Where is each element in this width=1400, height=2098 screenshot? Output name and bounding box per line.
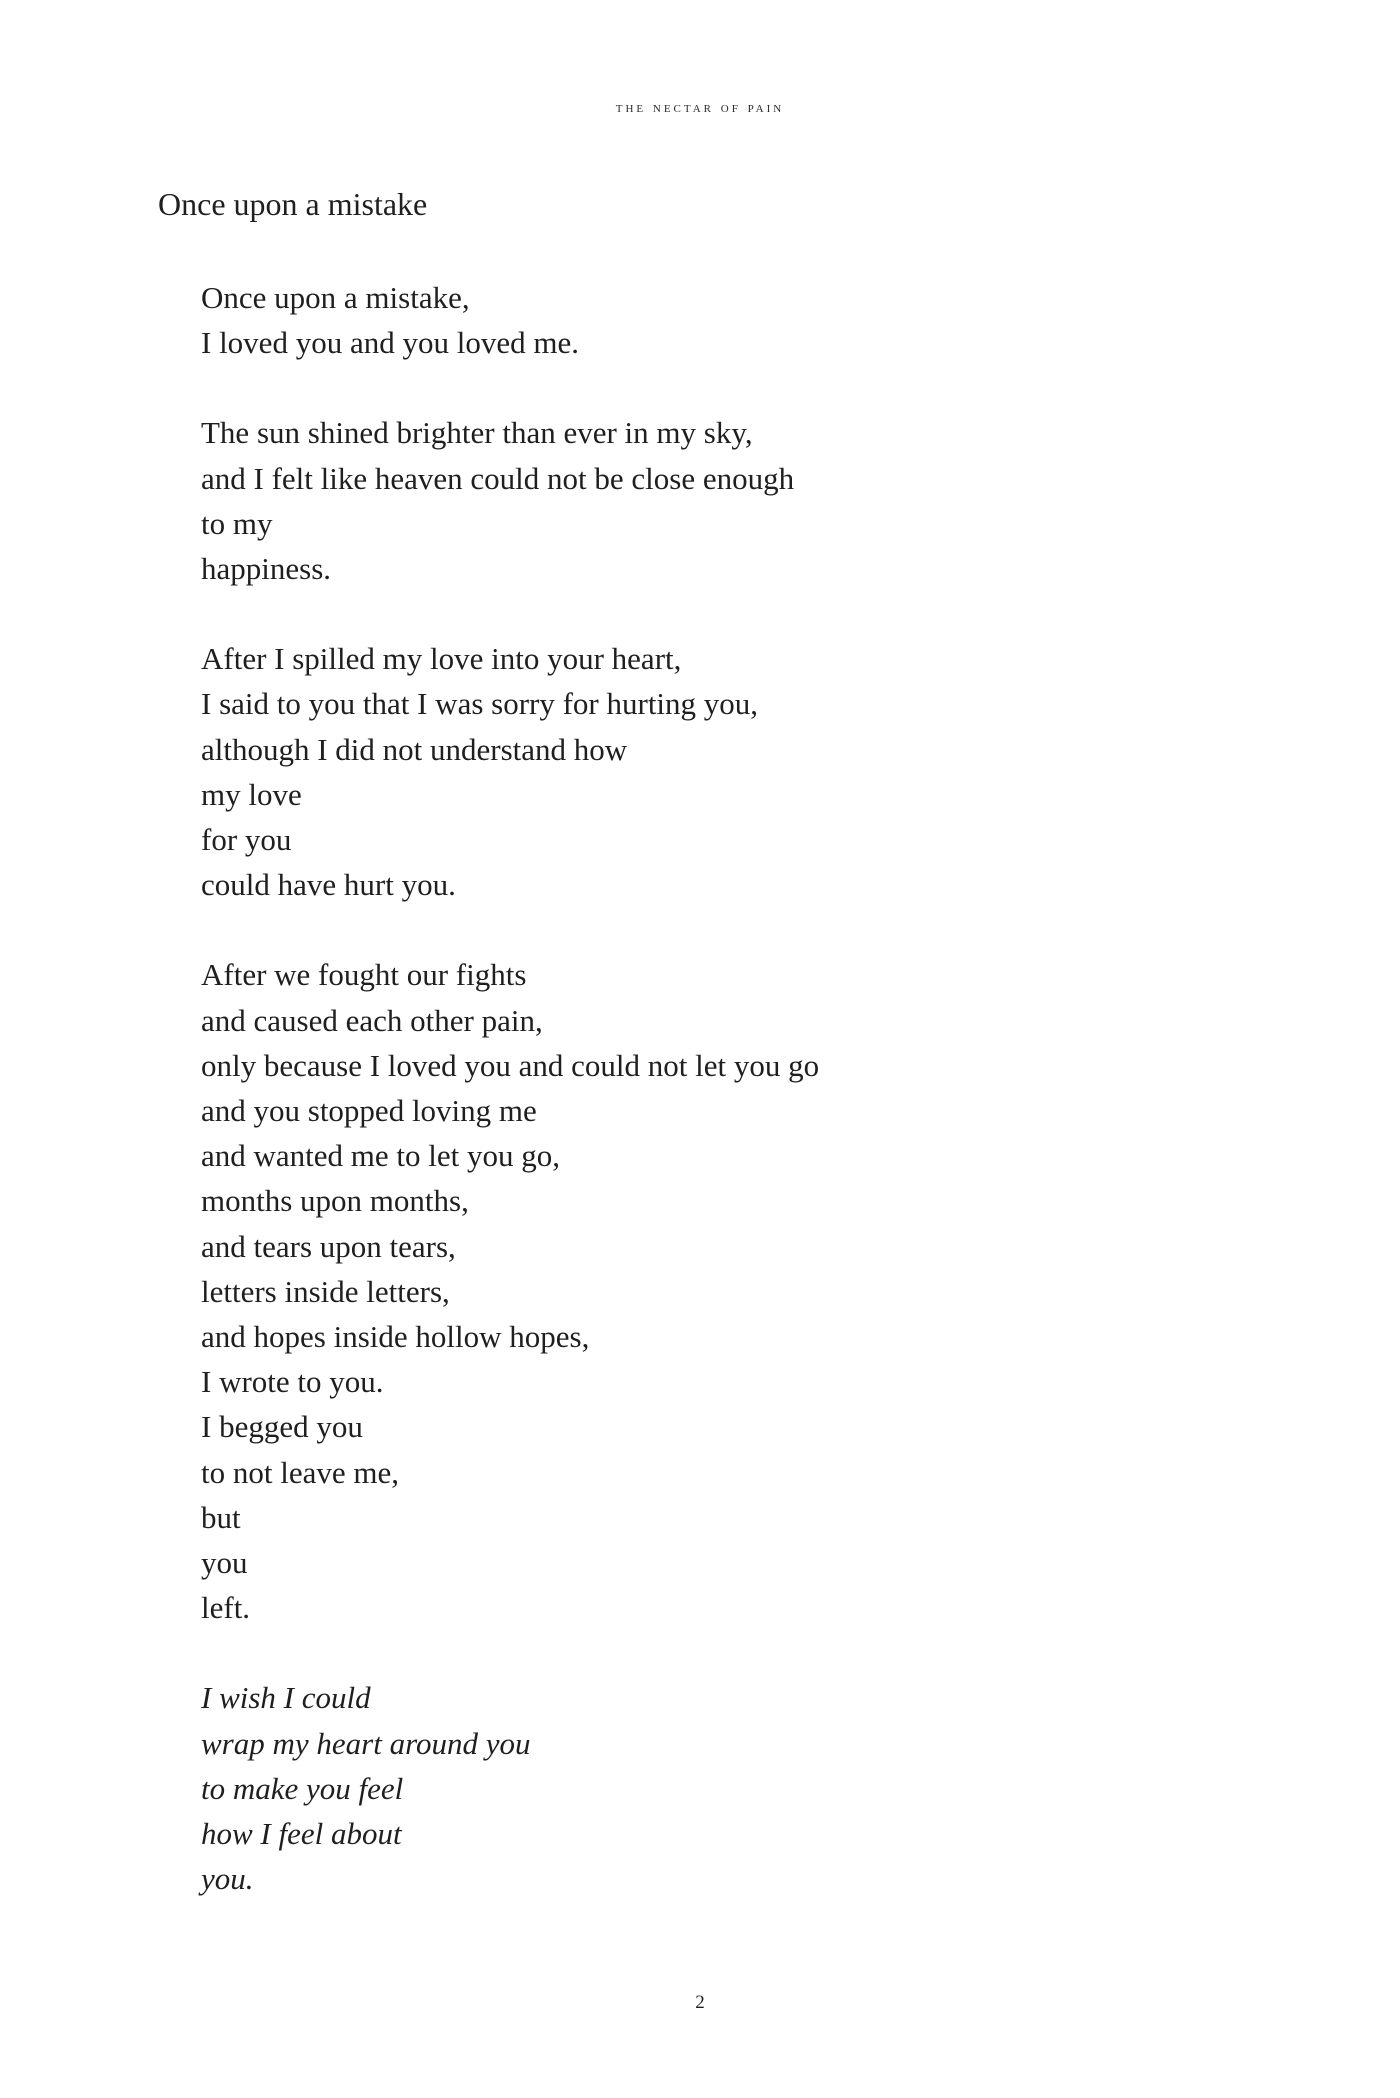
poem-line: to not leave me, bbox=[201, 1454, 399, 1490]
stanza bbox=[201, 410, 1201, 591]
poem-line: left. bbox=[201, 1590, 251, 1626]
poem-line: I wrote to you. bbox=[201, 1364, 384, 1400]
poem-line: you bbox=[201, 1545, 248, 1581]
poem-line: to my bbox=[201, 505, 273, 541]
poem-line: and wanted me to let you go, bbox=[201, 1138, 560, 1174]
poem-line: for you bbox=[201, 822, 292, 858]
poem-line: although I did not understand how bbox=[201, 731, 628, 767]
poem-line: After we fought our fights bbox=[201, 957, 527, 993]
poem-title: Once upon a mistake bbox=[158, 186, 428, 222]
stanza bbox=[201, 952, 1201, 1630]
poem-line: only because I loved you and could not let you go bbox=[201, 1047, 820, 1083]
poem-line: and hopes inside hollow hopes, bbox=[201, 1319, 590, 1355]
poem-line: my love bbox=[201, 776, 302, 812]
page-number: 2 bbox=[695, 1992, 705, 2013]
poem-line: but bbox=[201, 1499, 241, 1535]
poem-line: After I spilled my love into your heart, bbox=[201, 641, 682, 677]
stanza bbox=[201, 1675, 1201, 1901]
poem-line: to make you feel bbox=[201, 1770, 404, 1806]
poem-body bbox=[201, 275, 1201, 1947]
poem-line: could have hurt you. bbox=[201, 867, 456, 903]
poem-line: letters inside letters, bbox=[201, 1273, 450, 1309]
stanza bbox=[201, 275, 1201, 365]
poem-line: I begged you bbox=[201, 1409, 363, 1445]
poem-line: months upon months, bbox=[201, 1183, 469, 1219]
poem-line: wrap my heart around you bbox=[201, 1725, 531, 1761]
poem-line: I said to you that I was sorry for hurting you, bbox=[201, 686, 759, 722]
poem-line: and tears upon tears, bbox=[201, 1228, 456, 1264]
poem-line: you. bbox=[201, 1861, 254, 1897]
poem-line: The sun shined brighter than ever in my sky, bbox=[201, 415, 753, 451]
poem-line: and I felt like heaven could not be close enough bbox=[201, 460, 795, 496]
poem-line: how I feel about bbox=[201, 1816, 402, 1852]
poem-line: I loved you and you loved me. bbox=[201, 325, 579, 361]
stanza bbox=[201, 636, 1201, 907]
poem-line: I wish I could bbox=[201, 1680, 371, 1716]
poem-line: and you stopped loving me bbox=[201, 1093, 537, 1129]
running-head: the nectar of pain bbox=[615, 100, 785, 116]
poem-line: Once upon a mistake, bbox=[201, 280, 470, 315]
poem-line: and caused each other pain, bbox=[201, 1002, 543, 1038]
poem-line: happiness. bbox=[201, 551, 332, 587]
